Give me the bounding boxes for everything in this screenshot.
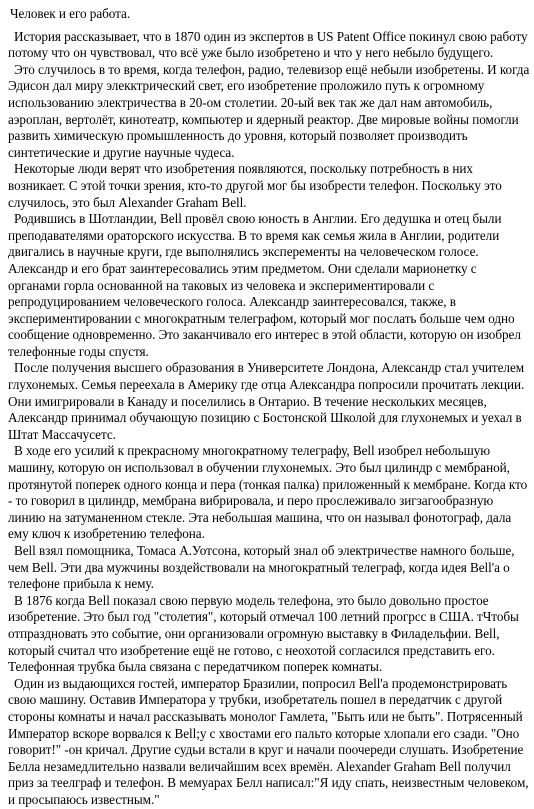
paragraph-9: Один из выдающихся гостей, император Бразилии, попросил Bell'а продемонстрировать свою машину. Оставив Императора у трубки, изобретатель пошел в передатчик с другой стороны комнаты и начал рассказывать монолог Гамлета, "Быть или не быть". Потрясенный Император вскоре ворвался к Bell;у с хвостами его пальто которые хлопали его сзади. "Оно говорит!" -он кричал. Другие судьи встали в круг и начали поочереди слушать. Изобретение Белла незамедлительно назвали величайшим всех времён. Alexander Graham Bell получил приз за теелграф и телефон. В мемуарах Белл написал:"Я иду спать, неизвестным человеком, и просыпаюсь известным." xyxy=(8,675,529,807)
paragraph-2: Это случилось в то время, когда телефон, радио, телевизор ещё небыли изобретены. И когда Эдисон дал миру элекктрический свет, его изобретение проложило путь к огромному использованию электричества в 20-ом столетии. 20-ый век так же дал нам автомобиль, аэроплан, вертолёт, кинотеатр, компьютер и ядерный реактор. Две мировые войны помогли развить химическую промышленность до уровня, который позволяет производить синтетические и другие научные чудеса. xyxy=(8,61,530,160)
paragraph-8: В 1876 когда Bell показал свою первую модель телефона, это было довольно простое изобретение. Это был год "столетия", который отмечал 100 летний прогрсс в США. тЧтобы отпраздновать это событие, они организовали огромную выставку в Филадельфии. Bell, который считал что изобретение ещё не готово, с неохотой согласился представить его. Телефонная трубка была связана с передатчиком поперек комнаты. xyxy=(8,592,519,675)
paragraph-6: В ходе его усилий к прекрасному многократному телеграфу, Bell изобрел небольшую машину, которую он использовал в обучении глухонемых. Это был цилиндр с мембраной, протянутой поперек одного конца и пера (тонкая палка) приложенный к мембране. Когда кто - то говорил в цилиндр, мембрана вибрировала, и перо прослеживало зигзагообразную линию на затуманенном стекле. Эта небольшая машина, что он называл фонотограф, дала ему ключ к изобретению телефона. xyxy=(8,443,528,542)
paragraph-4: Родившись в Шотландии, Bell провёл свою юность в Англии. Его дедушка и отец были преподавателями ораторского искусства. В то время как семья жила в Англии, родители двигались в научные круги, где выполнялись эксперементы на человеческом голосе. Александр и его брат заинтересовались этим предметом. Они сделали марионетку с органами горла основанной на таковых из человека и экспериментировали с репродуцированием человеческого голоса. Александр заинтересовался, также, в экспериментировании с многократным телеграфом, который мог послать больше чем одно сообщение одновременно. Это заканчивало его интерес в этой области, которую он изобрел телефонные годы спустя. xyxy=(8,211,521,359)
paragraph-3: Некоторые люди верят что изобретения появляются, поскольку потребность в них возникает. С этой точки зрения, кто-то другой мог бы изобрести телефон. Поскольку это случилось, это был Alexander Graham Bell. xyxy=(8,161,502,210)
paragraph-5: После получения высшего образования в Университете Лондона, Александр стал учителем глухонемых. Семья переехала в Америку где отца Александра попросили прочитать лекции. Они имигрировали в Канаду и поселились в Онтарио. В течение нескольких месяцев, Александр принимал обучающую позицию с Бостонской Школой для глухонемых и уехал в Штат Массачусетс. xyxy=(8,360,525,442)
paragraph-7: Bell взял помощника, Томаса А.Уотсона, который знал об электричестве намного больше, чем Bell. Эти два мужчины воздействовали на многократный телеграф, когда идея Bell'а о телефоне прибыла к нему. xyxy=(8,543,515,592)
paragraph-1: История рассказывает, что в 1870 один из экспертов в US Patent Office покинул свою работу потому что он чувствовал, что всё уже было изобретено и что у него небыло будущего. xyxy=(8,28,528,61)
document-title: Человек и его работа. xyxy=(10,6,131,21)
